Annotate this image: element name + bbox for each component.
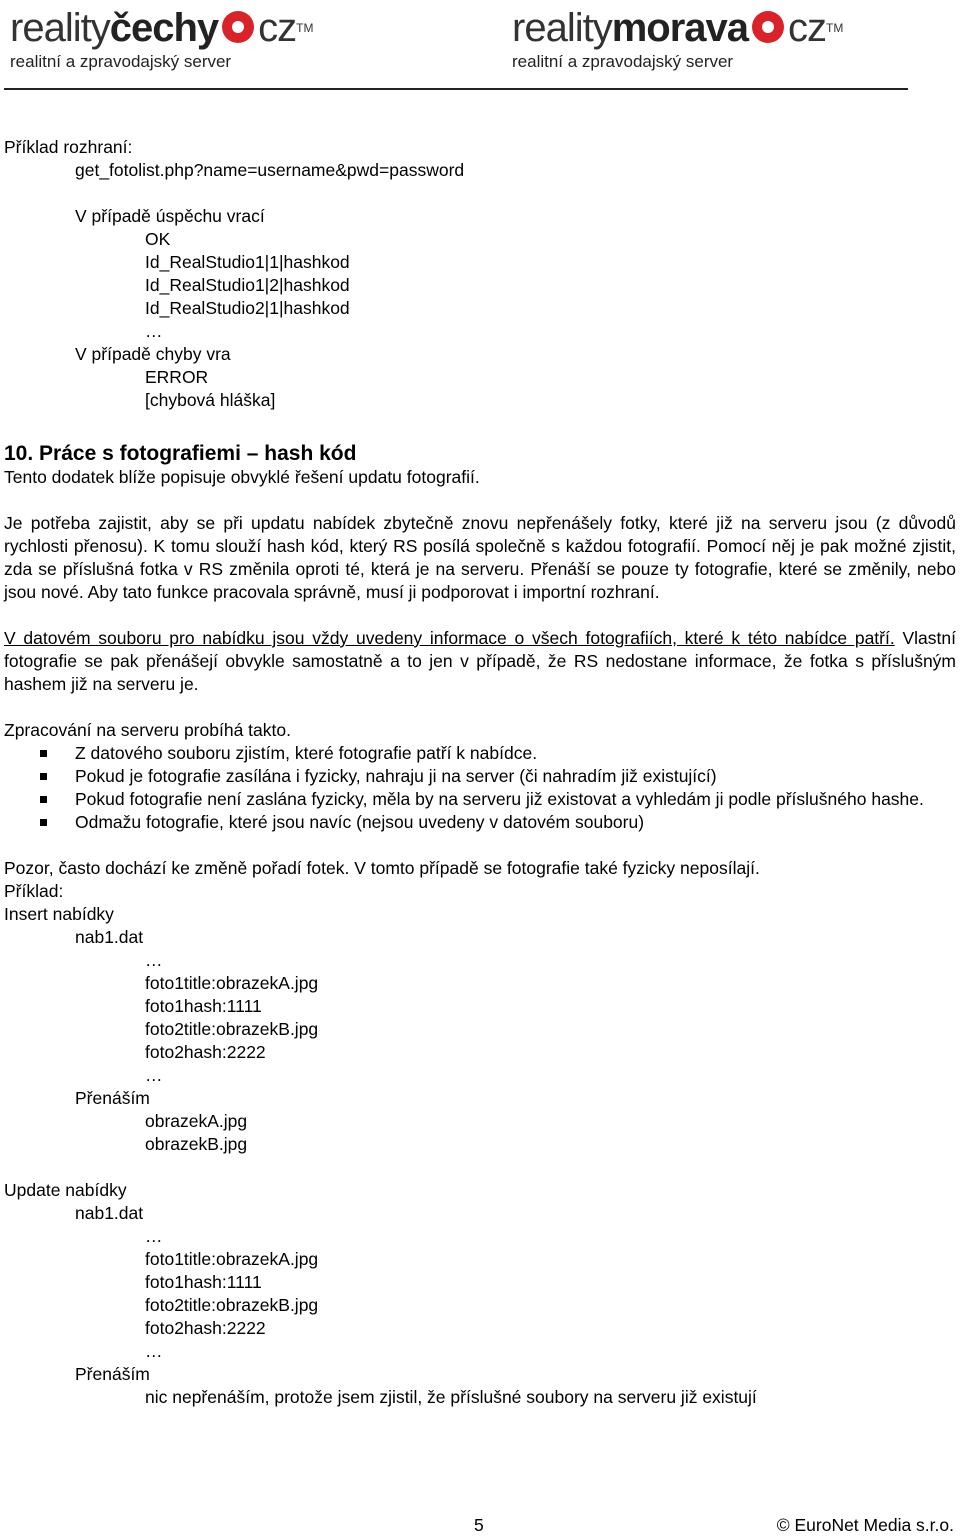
insert-line: foto2title:obrazekB.jpg bbox=[145, 1019, 319, 1039]
insert-line: foto1hash:1111 bbox=[145, 996, 262, 1016]
logo-right-word-region: morava bbox=[611, 6, 749, 50]
update-line: … bbox=[145, 1226, 163, 1246]
realitycechy-logo[interactable] bbox=[10, 6, 313, 72]
update-file: nab1.dat bbox=[75, 1203, 144, 1223]
page-header bbox=[0, 0, 960, 92]
realitymorava-logo[interactable] bbox=[512, 6, 843, 72]
error-label: V případě chyby vra bbox=[75, 344, 231, 364]
list-item: Pokud je fotografie zasílána i fyzicky, nahraju ji na server (či nahradím již existující) bbox=[4, 765, 956, 788]
page-number: 5 bbox=[474, 1515, 484, 1535]
section-intro: Tento dodatek blíže popisuje obvyklé řešení updatu fotografií. bbox=[4, 467, 480, 487]
copyright-text: © EuroNet Media s.r.o. bbox=[776, 1515, 954, 1535]
success-line: Id_RealStudio2|1|hashkod bbox=[145, 298, 350, 318]
insert-line: … bbox=[145, 1065, 163, 1085]
success-label: V případě úspěchu vrací bbox=[75, 206, 265, 226]
paragraph-data-file bbox=[4, 627, 956, 696]
logo-left-word-reality: reality bbox=[10, 6, 110, 50]
example-url: get_fotolist.php?name=username&pwd=password bbox=[75, 160, 465, 180]
insert-transfer-line: obrazekA.jpg bbox=[145, 1111, 248, 1131]
success-line: OK bbox=[145, 229, 171, 249]
insert-transfer-label: Přenáším bbox=[75, 1088, 150, 1108]
update-line: … bbox=[145, 1341, 163, 1361]
note-text: Pozor, často dochází ke změně pořadí fotek. V tomto případě se fotografie také fyzicky neposílají. bbox=[4, 858, 760, 878]
update-line: foto2title:obrazekB.jpg bbox=[145, 1295, 319, 1315]
update-line: foto1hash:1111 bbox=[145, 1272, 262, 1292]
update-transfer-label: Přenáším bbox=[75, 1364, 150, 1384]
underlined-text: V datovém souboru pro nabídku jsou vždy uvedeny informace o všech fotografiích, které k této nabídce patří. bbox=[4, 628, 895, 648]
example-label: Příklad rozhraní: bbox=[4, 137, 133, 157]
update-transfer-line: nic nepřenáším, protože jsem zjistil, že příslušné soubory na serveru již existují bbox=[145, 1387, 757, 1407]
section-heading: 10. Práce s fotografiemi – hash kód bbox=[4, 442, 357, 465]
list-item: Odmažu fotografie, které jsou navíc (nejsou uvedeny v datovém souboru) bbox=[4, 811, 956, 834]
logo-left-tld: cz bbox=[258, 6, 297, 50]
logo-left-word-region: čechy bbox=[109, 6, 219, 50]
logo-right-tagline: realitní a zpravodajský server bbox=[512, 52, 734, 71]
insert-line: … bbox=[145, 950, 163, 970]
list-item: Z datového souboru zjistím, které fotografie patří k nabídce. bbox=[4, 742, 956, 765]
insert-line: foto1title:obrazekA.jpg bbox=[145, 973, 319, 993]
success-line: Id_RealStudio1|1|hashkod bbox=[145, 252, 350, 272]
success-line: Id_RealStudio1|2|hashkod bbox=[145, 275, 350, 295]
insert-line: foto2hash:2222 bbox=[145, 1042, 266, 1062]
insert-transfer-line: obrazekB.jpg bbox=[145, 1134, 248, 1154]
paragraph-text: Vlastní fotografie se pak přenášejí obvykle samostatně a to jen v případě, že RS nedostane informace, že fotka s příslušným hashem již na serveru je. bbox=[4, 628, 956, 694]
logo-right-dot-icon bbox=[752, 11, 784, 43]
document-body bbox=[4, 136, 956, 1409]
example-heading: Příklad: bbox=[4, 881, 64, 901]
update-title: Update nabídky bbox=[4, 1180, 127, 1200]
success-line: … bbox=[145, 321, 163, 341]
header-divider bbox=[4, 88, 908, 90]
insert-file: nab1.dat bbox=[75, 927, 144, 947]
logo-left-tagline: realitní a zpravodajský server bbox=[10, 52, 232, 71]
insert-title: Insert nabídky bbox=[4, 904, 114, 924]
update-line: foto2hash:2222 bbox=[145, 1318, 266, 1338]
process-list bbox=[4, 742, 956, 834]
logo-right-tm: TM bbox=[826, 21, 844, 35]
logo-right-word-reality: reality bbox=[512, 6, 612, 50]
process-label: Zpracování na serveru probíhá takto. bbox=[4, 720, 291, 740]
logo-left-dot-icon bbox=[222, 11, 254, 43]
update-line: foto1title:obrazekA.jpg bbox=[145, 1249, 319, 1269]
paragraph-hash-purpose: Je potřeba zajistit, aby se při updatu nabídek zbytečně znovu nepřenášely fotky, které již na serveru jsou (z důvodů rychlosti přenosu). K tomu slouží hash kód, který RS posílá společně s každou fotografií. Pomocí něj je pak možné zjistit, zda se příslušná fotka v RS změnila oproti té, která je na serveru. Přenáší se pouze ty fotografie, které se změnily, nebo jsou nové. Aby tato funkce pracovala správně, musí ji podporovat i importní rozhraní. bbox=[4, 513, 956, 602]
error-line: ERROR bbox=[145, 367, 209, 387]
error-line: [chybová hláška] bbox=[145, 390, 276, 410]
logo-left-tm: TM bbox=[296, 21, 314, 35]
list-item: Pokud fotografie není zaslána fyzicky, měla by na serveru již existovat a vyhledám ji podle příslušného hashe. bbox=[4, 788, 956, 811]
logo-right-tld: cz bbox=[788, 6, 827, 50]
